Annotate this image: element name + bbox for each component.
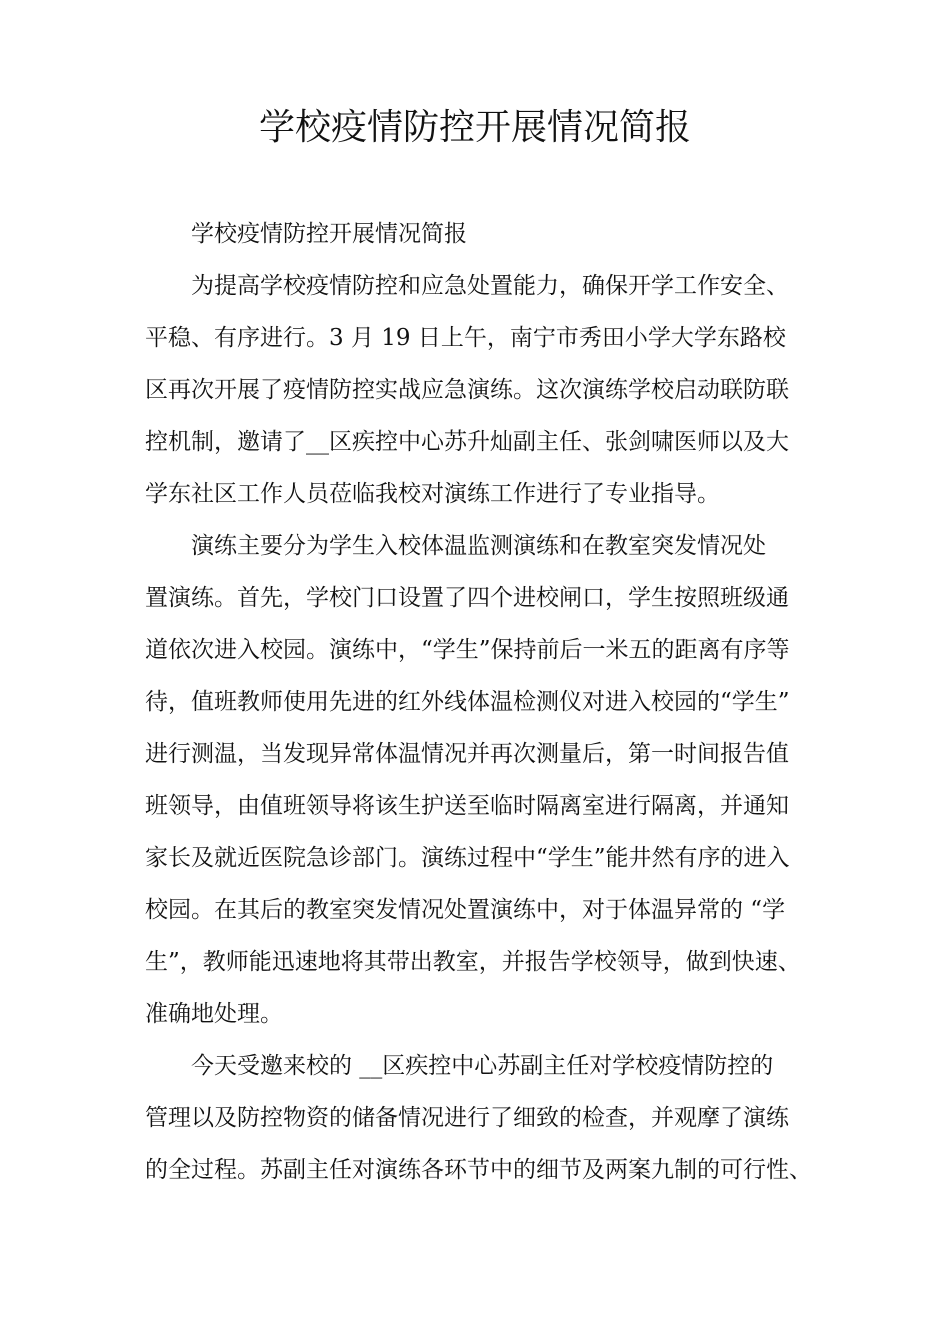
paragraph-2-line-5: 进行测温，当发现异常体温情况并再次测量后，第一时间报告值 (145, 741, 789, 767)
paragraph-2-line-3: 道依次进入校园。演练中，“学生”保持前后一米五的距离有序等 (145, 637, 790, 663)
paragraph-1-line-1: 为提高学校疫情防控和应急处置能力，确保开学工作安全、 (191, 273, 789, 299)
paragraph-2-line-6: 班领导，由值班领导将该生护送至临时隔离室进行隔离，并通知 (145, 793, 789, 819)
paragraph-2-line-8: 校园。在其后的教室突发情况处置演练中，对于体温异常的 “学 (145, 897, 786, 923)
paragraph-1-line-4: 控机制，邀请了__区疾控中心苏升灿副主任、张剑啸医师以及大 (145, 429, 789, 455)
paragraph-1-line-3: 区再次开展了疫情防控实战应急演练。这次演练学校启动联防联 (145, 377, 789, 403)
subtitle-line: 学校疫情防控开展情况简报 (191, 221, 467, 247)
paragraph-2-line-2: 置演练。首先，学校门口设置了四个进校闸口，学生按照班级通 (145, 585, 789, 611)
paragraph-2-line-4: 待，值班教师使用先进的红外线体温检测仪对进入校园的“学生” (145, 689, 790, 715)
paragraph-3-line-2: 管理以及防控物资的储备情况进行了细致的检查，并观摩了演练 (145, 1105, 789, 1131)
paragraph-2-line-9: 生”，教师能迅速地将其带出教室，并报告学校领导，做到快速、 (145, 949, 801, 975)
paragraph-3-line-3: 的全过程。苏副主任对演练各环节中的细节及两案九制的可行性、 (145, 1157, 812, 1183)
document-body (145, 208, 825, 1196)
paragraph-2-line-1: 演练主要分为学生入校体温监测演练和在教室突发情况处 (191, 533, 766, 559)
document-title: 学校疫情防控开展情况简报 (258, 107, 691, 148)
paragraph-2-line-7: 家长及就近医院急诊部门。演练过程中“学生”能井然有序的进入 (145, 845, 790, 871)
paragraph-1-line-2: 平稳、有序进行。3 月 19 日上午，南宁市秀田小学大学东路校 (145, 325, 786, 351)
paragraph-1-line-5: 学东社区工作人员莅临我校对演练工作进行了专业指导。 (145, 481, 720, 507)
paragraph-2-line-10: 准确地处理。 (145, 1001, 283, 1027)
paragraph-3-line-1: 今天受邀来校的 __区疾控中心苏副主任对学校疫情防控的 (191, 1053, 774, 1079)
